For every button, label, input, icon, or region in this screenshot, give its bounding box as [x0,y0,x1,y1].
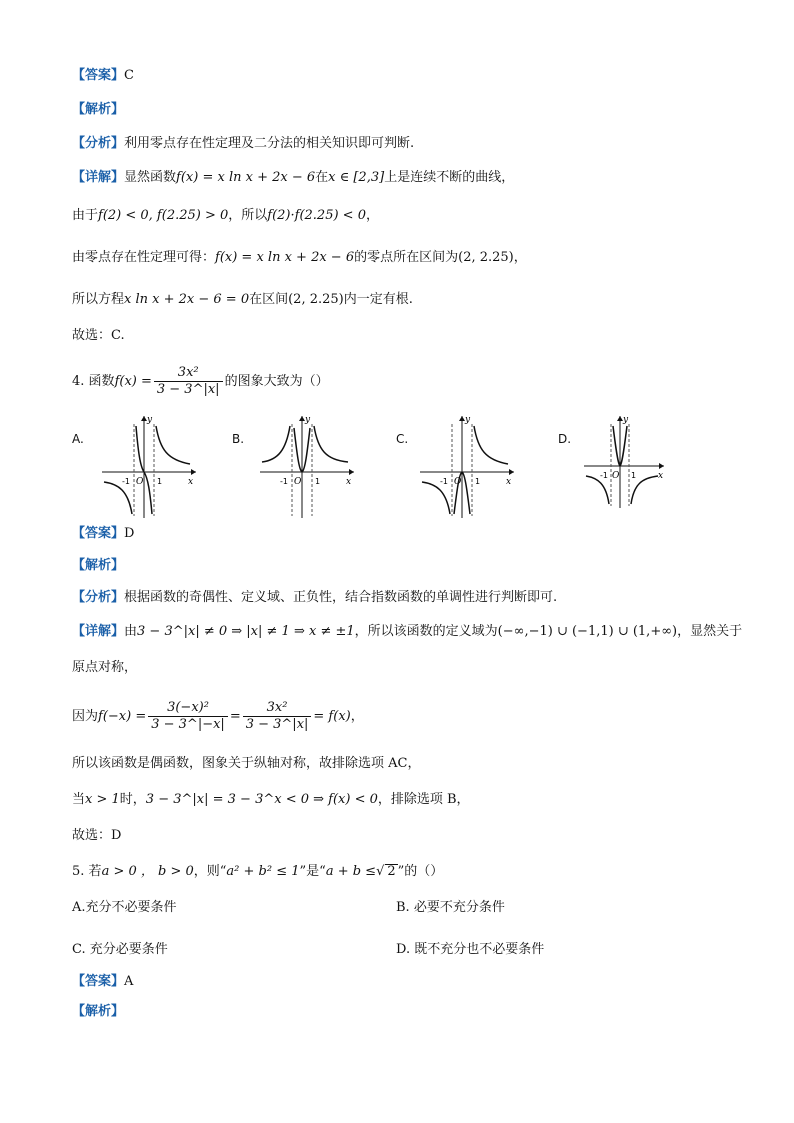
text: 的零点所在区间为 [354,250,459,265]
y-axis-label: y [305,415,311,425]
analysis-tag: 【解析】 [72,102,125,117]
q5-option-d [396,940,544,960]
q4-detail-line2 [72,658,137,678]
numerator: 3x² [243,700,312,717]
text: ，排除选项 B， [377,792,470,807]
y-axis-label: y [147,415,153,425]
fenxi-tag: 【分析】 [72,590,125,605]
detail-tag: 【详解】 [72,624,125,639]
text: D. 既不充分也不必要条件 [396,942,545,957]
math: f(2) < 0, f(2.25) > 0 [98,208,229,223]
question-number: 5. [72,864,85,879]
math: = [229,709,241,724]
math: x > 1 [85,792,120,807]
fraction [243,700,312,733]
text: ，所以 [228,208,268,223]
answer-tag: 【答案】 [72,526,125,541]
y-axis-label: y [623,415,629,425]
text: ，所以该函数的定义域为 [354,624,498,639]
option-a-graph [98,410,202,520]
q3-line2 [72,206,379,226]
denominator: 3 − 3^|x| [156,382,220,397]
text: ，则“ [193,864,227,879]
analysis-tag: 【解析】 [72,1004,125,1019]
y-axis-label: y [465,415,471,425]
denominator: 3 − 3^|−x| [151,717,225,732]
q3-fenxi-text: 利用零点存在性定理及二分法的相关知识即可判断. [124,136,415,151]
q4-stem [72,364,329,400]
q4-detail-line3 [72,698,364,736]
text: C. 充分必要条件 [72,942,168,957]
option-a-label: A. [72,432,84,446]
text: 由 [124,624,138,639]
text: 在区间 [249,292,289,307]
origin-label: O [612,471,620,481]
text: ， [350,709,364,724]
q5-option-b [396,898,505,918]
text: B. 必要不充分条件 [396,900,505,915]
text: 上是连续不断的曲线， [384,170,515,185]
math: x ∈ [2,3] [328,170,385,185]
numerator: 3x² [154,365,223,382]
q3-line3 [72,248,527,268]
math: a + b ≤ [325,864,377,879]
text: 时， [119,792,146,807]
q5-option-a [72,898,177,918]
q3-analysis-line [72,100,124,120]
tick-label: -1 [440,477,448,486]
math: (2, 2.25) [458,250,514,265]
tick-label: 1 [157,477,163,486]
tick-label: 1 [315,477,321,486]
q4-detail-line4 [72,754,420,774]
denominator: 3 − 3^|x| [245,717,309,732]
text: 所以该函数是偶函数，图象关于纵轴对称，故排除选项 AC， [72,756,421,771]
tick-label: 1 [631,471,637,480]
q4-answer: D [124,526,135,541]
q4-detail-line5 [72,790,470,810]
option-c-label: C. [396,432,409,446]
answer-tag: 【答案】 [72,974,125,989]
detail-tag: 【详解】 [72,170,125,185]
math: f(x) = x ln x + 2x − 6 [176,170,316,185]
math: = f(x) [313,709,351,724]
text: 在 [315,170,329,185]
text: ”的（） [397,864,444,879]
text: 内一定有根. [343,292,413,307]
text: 故选：C. [72,328,125,343]
math: 3 − 3^|x| = 3 − 3^x < 0 ⇒ f(x) < 0 [145,792,378,807]
math: f(x) = [114,374,152,389]
tick-label: -1 [122,477,130,486]
option-d-label: D. [558,432,572,446]
text: 若 [88,864,102,879]
q3-fenxi-line [72,134,414,154]
text: ，显然关于 [677,624,743,639]
text: 故选：D [72,828,122,843]
origin-label: O [294,477,302,487]
tick-label: -1 [600,471,608,480]
fraction [148,700,228,733]
text: 原点对称， [72,660,138,675]
math: f(x) = x ln x + 2x − 6 [215,250,355,265]
q4-fenxi-text: 根据函数的奇偶性、定义域、正负性，结合指数函数的单调性进行判断即可. [124,590,558,605]
text: 由零点存在性定理可得： [72,250,216,265]
text: 所以方程 [72,292,125,307]
text: ， [513,250,527,265]
option-b-label: B. [232,432,245,446]
tick-label: 1 [475,477,481,486]
q5-answer: A [124,974,134,989]
text: ”是“ [299,864,326,879]
q3-detail-line [72,168,514,188]
sqrt-radicand: 2 [387,864,396,879]
q3-answer: C [124,68,134,83]
math: (−∞,−1) ∪ (−1,1) ∪ (1,+∞) [497,624,678,639]
q3-answer-line [72,66,134,86]
math: f(−x) = [98,709,147,724]
answer-tag: 【答案】 [72,68,125,83]
q5-analysis-line [72,1002,124,1022]
text: 的图象大致为（） [224,374,329,389]
numerator: 3(−x)² [148,700,228,717]
tick-label: -1 [280,477,288,486]
math: x ln x + 2x − 6 = 0 [124,292,250,307]
x-axis-label: x [658,471,664,481]
text: A.充分不必要条件 [72,900,177,915]
q5-answer-line [72,972,133,992]
origin-label: O [454,477,462,487]
q3-line4 [72,290,413,310]
text: ， [365,208,379,223]
q4-choice [72,826,121,846]
q4-analysis-line [72,556,124,576]
math: f(2)·f(2.25) < 0 [267,208,366,223]
q4-answer-line [72,524,134,544]
text: 函数 [88,374,115,389]
option-d-graph [580,410,670,510]
x-axis-label: x [188,477,194,487]
q5-option-c [72,940,168,960]
math: 3 − 3^|x| ≠ 0 ⇒ |x| ≠ 1 ⇒ x ≠ ±1 [137,624,355,639]
x-axis-label: x [346,477,352,487]
question-number: 4. [72,374,85,389]
option-b-graph [256,410,360,520]
q4-detail-line [72,622,742,642]
fraction [154,365,223,398]
text: 因为 [72,709,99,724]
fenxi-tag: 【分析】 [72,136,125,151]
text: 显然函数 [124,170,177,185]
x-axis-label: x [506,477,512,487]
option-c-graph [416,410,520,520]
q5-stem: 5. 若a > 0 ， b > 0，则“a² + b² ≤ 1”是“a + b ≤√ 2 ”的（） [72,864,444,879]
q4-fenxi-line [72,588,557,608]
math: (2, 2.25) [288,292,344,307]
math: a² + b² ≤ 1 [226,864,300,879]
text: 由于 [72,208,99,223]
math: a > 0 ， b > 0 [101,864,194,879]
text: 当 [72,792,86,807]
analysis-tag: 【解析】 [72,558,125,573]
origin-label: O [136,477,144,487]
q3-choice [72,326,125,346]
